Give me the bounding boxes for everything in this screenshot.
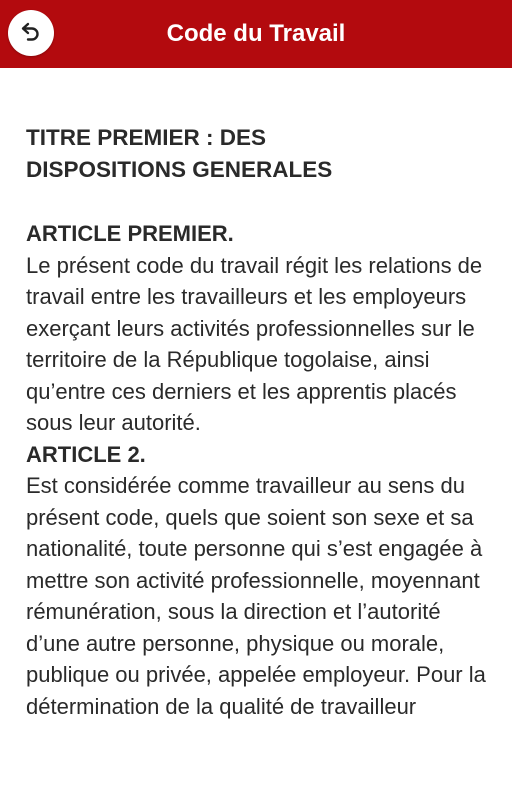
section-title: TITRE PREMIER : DES DISPOSITIONS GENERALES [26, 125, 333, 182]
article-title: ARTICLE 2. [26, 441, 146, 467]
article-block [26, 439, 486, 723]
spacer [26, 186, 486, 218]
article-text: Le présent code du travail régit les relations de travail entre les travailleurs et les employeurs exerçant leurs activités professionnelles sur le territoire de la République togolaise, ainsi qu’entre ces derniers et les apprentis placés sous leur autorité. [26, 252, 483, 435]
document-body [26, 122, 486, 722]
article-text: Est considérée comme travailleur au sens du présent code, quels que soient son sexe et sa nationalité, toute personne qui s’est engagée à mettre son activité professionnelle, moyennant rémunération, sous la direction et l’autorité d’une autre personne, physique ou morale, publique ou privée, appelée employeur. Pour la détermination de la qualité de travailleur [26, 473, 486, 719]
article-title: ARTICLE PREMIER. [26, 221, 234, 246]
app-bar [0, 0, 512, 68]
article-block [26, 218, 486, 439]
page-title: Code du Travail [166, 20, 346, 47]
